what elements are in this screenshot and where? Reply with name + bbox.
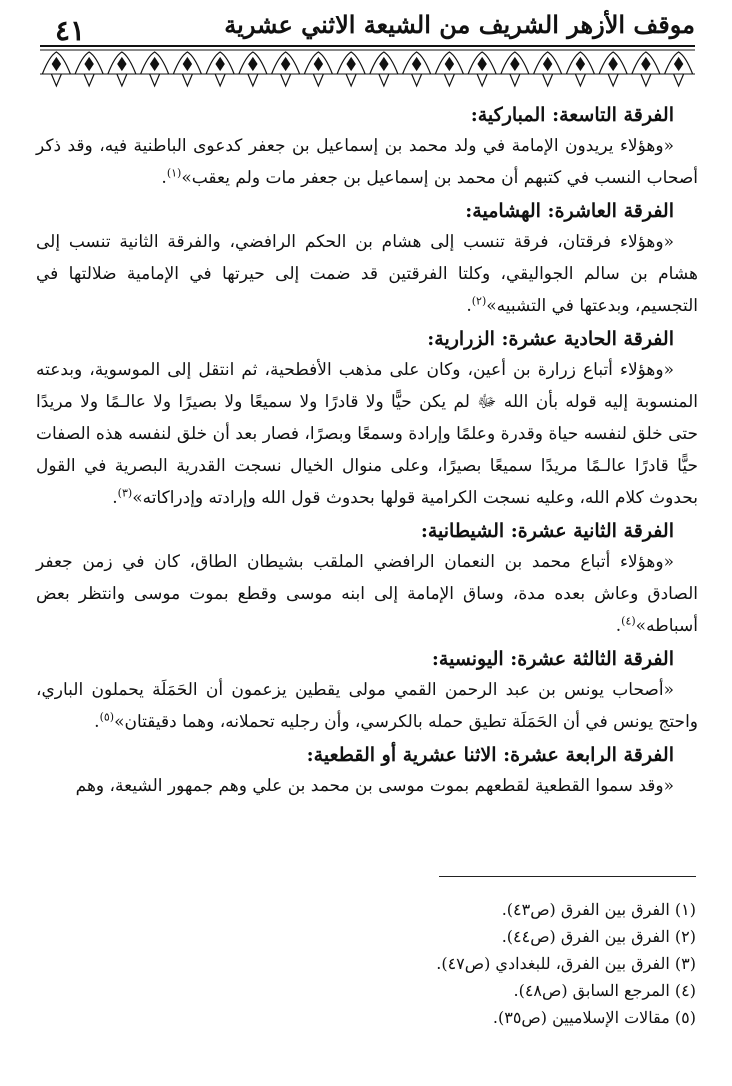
section-yunusiyya <box>36 644 698 738</box>
section-heading: الفرقة التاسعة: المباركية: <box>470 104 674 126</box>
footnote: (٤) المرجع السابق (ص٤٨). <box>513 981 696 1000</box>
main-text <box>36 100 698 802</box>
footnote: (٥) مقالات الإسلاميين (ص٣٥). <box>492 1008 696 1027</box>
footnote-ref: (٣) <box>117 486 133 500</box>
section-paragraph: «وهؤلاء يريدون الإمامة في ولد محمد بن إسماعيل بن جعفر كدعوى الباطنية فيه، وقد ذكر أصحاب النسب في كتبهم أن محمد بن إسماعيل بن جعفر مات ولم يعقب»$^{(١)}$. <box>36 136 698 188</box>
footnote-separator <box>439 876 696 877</box>
section-mubarakiyya <box>36 100 698 194</box>
footnotes <box>34 896 696 1031</box>
page-number: ٤١ <box>54 14 86 47</box>
section-paragraph: «وهؤلاء أتباع محمد بن النعمان الرافضي الملقب بشيطان الطاق، كان في زمن جعفر الصادق وعاش بعده مدة، وساق الإمامة إلى ابنه موسى وقطع بموت موسى وانتظر بعض أسباطه»$^{(٤)}$. <box>36 552 698 636</box>
footnote-ref: (٢) <box>471 294 487 308</box>
section-heading: الفرقة الثانية عشرة: الشيطانية: <box>420 520 674 542</box>
section-heading: الفرقة الرابعة عشرة: الاثنا عشرية أو القطعية: <box>306 744 674 766</box>
footnote: (٣) الفرق بين الفرق، للبغدادي (ص٤٧). <box>436 954 696 973</box>
footnote: (١) الفرق بين الفرق (ص٤٣). <box>501 900 696 919</box>
section-shaytaniyya <box>36 516 698 642</box>
section-paragraph: «وقد سموا القطعية لقطعهم بموت موسى بن محمد بن علي وهم جمهور الشيعة، وهم <box>75 776 674 796</box>
running-title: موقف الأزهر الشريف من الشيعة الاثني عشرية <box>224 10 695 39</box>
section-paragraph: «أصحاب يونس بن عبد الرحمن القمي مولى يقطين يزعمون أن الحَمَلَة يحملون الباري، واحتج يونس في أن الحَمَلَة تطيق حمله بالكرسي، وأن رجليه تحملانه، وهما دقيقتان»$^{(٥)}$. <box>36 680 698 732</box>
section-heading: الفرقة الحادية عشرة: الزرارية: <box>427 328 674 350</box>
footnote-ref: (١) <box>166 166 182 180</box>
section-heading: الفرقة الثالثة عشرة: اليونسية: <box>431 648 674 670</box>
section-zurariyya <box>36 324 698 514</box>
footnote: (٢) الفرق بين الفرق (ص٤٤). <box>501 927 696 946</box>
section-paragraph: «وهؤلاء فرقتان، فرقة تنسب إلى هشام بن الحكم الرافضي، والفرقة الثانية تنسب إلى هشام بن سالم الجواليقي، وكلتا الفرقتين قد ضمت إلى حيرتها في الإمامية ضلالتها في التجسيم، وبدعتها في التشبيه»$^{(٢)}$. <box>36 232 698 316</box>
section-paragraph: «وهؤلاء أتباع زرارة بن أعين، وكان على مذهب الأفطحية، ثم انتقل إلى الموسوية، وبدعته المنسوبة إليه قوله بأن الله ﷻ لم يكن حيًّا ولا قادرًا ولا سميعًا ولا بصيرًا ولا عالـمًا ولا مريدًا حتى خلق لنفسه حياة وقدرة وعلمًا وإرادة وسمعًا وبصرًا، فصار بعد أن خلق لنفسه هذه الصفات حيًّا قادرًا عالـمًا مريدًا سميعًا بصيرًا، وعلى منوال الخيال نسجت القدرية البصرية في القول بحدوث كلام الله، وعليه نسجت الكرامية قولها بحدوث قول الله وإرادته وإدراكاته»$^{(٣)}$. <box>36 360 698 508</box>
section-hishamiyya <box>36 196 698 322</box>
section-heading: الفرقة العاشرة: الهشامية: <box>465 200 674 222</box>
footnote-ref: (٤) <box>621 614 636 628</box>
section-ithna-ashariyya <box>36 740 698 802</box>
footnote-ref: (٥) <box>99 710 115 724</box>
ornamental-border <box>40 44 695 90</box>
page-header <box>40 8 695 90</box>
